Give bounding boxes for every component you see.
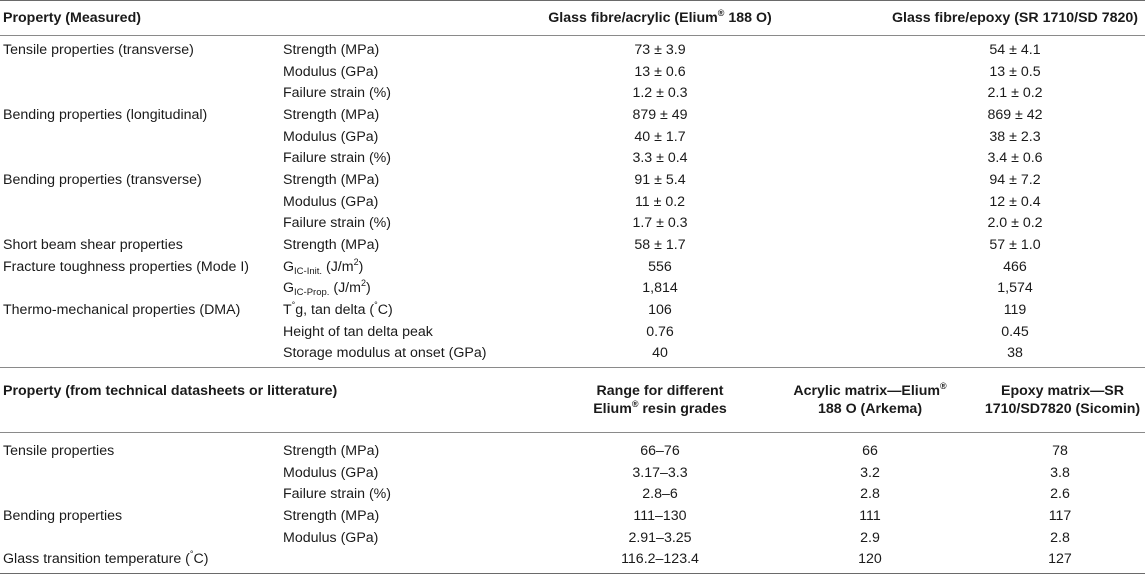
acrylic-value: 0.76 xyxy=(646,324,674,340)
acrylic-value: 91 ± 5.4 xyxy=(634,172,686,188)
epoxy-value: 1,574 xyxy=(997,280,1033,296)
group-bending-transverse: Bending properties (transverse) xyxy=(3,172,202,188)
epoxy-value: 127 xyxy=(1048,551,1072,567)
param-cell: Strength (MPa) xyxy=(283,508,380,524)
table1-top-rule xyxy=(0,0,1145,1)
table1-header-rule xyxy=(0,35,1145,36)
epoxy-value: 0.45 xyxy=(1001,324,1029,340)
group-thermo-mechanical: Thermo-mechanical properties (DMA) xyxy=(3,302,241,318)
table1-header-epoxy: Glass fibre/epoxy (SR 1710/SD 7820) xyxy=(891,10,1139,26)
param-cell: Failure strain (%) xyxy=(283,150,392,166)
param-cell-g-ic-init: $G_{IC-Init.}$ $(J/m^2)$ xyxy=(283,257,364,277)
epoxy-value: 54 ± 4.1 xyxy=(989,42,1041,58)
param-cell: Modulus (GPa) xyxy=(283,194,379,210)
epoxy-value: 38 xyxy=(1007,345,1023,361)
epoxy-value: 2.1 ± 0.2 xyxy=(987,85,1043,101)
group-bending-longitudinal: Bending properties (longitudinal) xyxy=(3,107,208,123)
epoxy-value: 869 ± 42 xyxy=(987,107,1043,123)
acrylic-value: 73 ± 3.9 xyxy=(634,42,686,58)
param-cell: Strength (MPa) xyxy=(283,172,380,188)
acrylic-value: 3.3 ± 0.4 xyxy=(632,150,688,166)
table2-header-acrylic: Acrylic matrix—Elium® 188 O (Arkema) xyxy=(793,381,947,417)
param-cell: Strength (MPa) xyxy=(283,42,380,58)
acrylic-value: 66 xyxy=(862,443,878,459)
epoxy-value: 2.6 xyxy=(1050,486,1070,502)
epoxy-value: 117 xyxy=(1048,508,1072,524)
range-value: 3.17–3.3 xyxy=(632,465,688,481)
acrylic-value: 2.8 xyxy=(860,486,880,502)
acrylic-value: 40 xyxy=(652,345,668,361)
param-cell: Failure strain (%) xyxy=(283,486,392,502)
epoxy-value: 2.0 ± 0.2 xyxy=(987,215,1043,231)
param-cell: Modulus (GPa) xyxy=(283,64,379,80)
param-cell: Strength (MPa) xyxy=(283,237,380,253)
epoxy-value: 3.4 ± 0.6 xyxy=(987,150,1043,166)
param-cell: Strength (MPa) xyxy=(283,443,380,459)
acrylic-value: 111 xyxy=(859,508,881,524)
acrylic-value: 1,814 xyxy=(642,280,678,296)
param-cell: Modulus (GPa) xyxy=(283,129,379,145)
epoxy-value: 78 xyxy=(1052,443,1068,459)
acrylic-value: 106 xyxy=(648,302,672,318)
range-value: 116.2–123.4 xyxy=(621,551,699,567)
table2-header-range: Range for different Elium® resin grades xyxy=(593,383,727,417)
epoxy-value: 38 ± 2.3 xyxy=(989,129,1041,145)
acrylic-value: 3.2 xyxy=(860,465,880,481)
param-cell: Height of tan delta peak xyxy=(283,324,433,340)
range-value: 2.91–3.25 xyxy=(628,530,692,546)
epoxy-value: 94 ± 7.2 xyxy=(989,172,1041,188)
epoxy-value: 466 xyxy=(1003,259,1027,275)
group-fracture-toughness: Fracture toughness properties (Mode I) xyxy=(3,259,250,275)
acrylic-value: 40 ± 1.7 xyxy=(634,129,686,145)
param-cell: Strength (MPa) xyxy=(283,107,380,123)
acrylic-value: 58 ± 1.7 xyxy=(634,237,686,253)
table2-bottom-rule xyxy=(0,573,1145,574)
table2-header-property: Property (from technical datasheets or litterature) xyxy=(3,383,338,399)
param-cell-tg: T°g, tan delta (°C) xyxy=(283,300,393,318)
acrylic-value: 1.2 ± 0.3 xyxy=(632,85,688,101)
table2-header-epoxy: Epoxy matrix—SR 1710/SD7820 (Sicomin) xyxy=(984,383,1141,417)
acrylic-value: 1.7 ± 0.3 xyxy=(632,215,688,231)
group-short-beam-shear: Short beam shear properties xyxy=(3,237,183,253)
group-glass-transition: Glass transition temperature (°C) xyxy=(3,549,209,567)
epoxy-value: 119 xyxy=(1003,302,1027,318)
acrylic-value: 556 xyxy=(648,259,672,275)
epoxy-value: 13 ± 0.5 xyxy=(989,64,1041,80)
acrylic-value: 13 ± 0.6 xyxy=(634,64,686,80)
acrylic-value: 120 xyxy=(858,551,882,567)
epoxy-value: 57 ± 1.0 xyxy=(989,237,1041,253)
table2-top-rule xyxy=(0,367,1145,368)
group-bending: Bending properties xyxy=(3,508,123,524)
epoxy-value: 12 ± 0.4 xyxy=(989,194,1041,210)
epoxy-value: 2.8 xyxy=(1050,530,1070,546)
param-cell: Storage modulus at onset (GPa) xyxy=(283,345,487,361)
param-cell: Modulus (GPa) xyxy=(283,530,379,546)
group-tensile-transverse: Tensile properties (transverse) xyxy=(3,42,194,58)
table1-header-acrylic: Glass fibre/acrylic (Elium® 188 O) xyxy=(548,8,772,26)
param-cell: Failure strain (%) xyxy=(283,85,392,101)
group-tensile: Tensile properties xyxy=(3,443,115,459)
range-value: 66–76 xyxy=(640,443,680,459)
table1-header-property: Property (Measured) xyxy=(3,10,141,26)
range-value: 111–130 xyxy=(633,508,687,524)
param-cell: Failure strain (%) xyxy=(283,215,392,231)
range-value: 2.8–6 xyxy=(642,486,678,502)
acrylic-value: 2.9 xyxy=(860,530,880,546)
param-cell-g-ic-prop: $G_{IC-Prop.}$ $(J/m^2)$ xyxy=(283,278,371,298)
param-cell: Modulus (GPa) xyxy=(283,465,379,481)
acrylic-value: 879 ± 49 xyxy=(632,107,688,123)
table2-header-rule xyxy=(0,432,1145,433)
epoxy-value: 3.8 xyxy=(1050,465,1070,481)
acrylic-value: 11 ± 0.2 xyxy=(634,194,686,210)
